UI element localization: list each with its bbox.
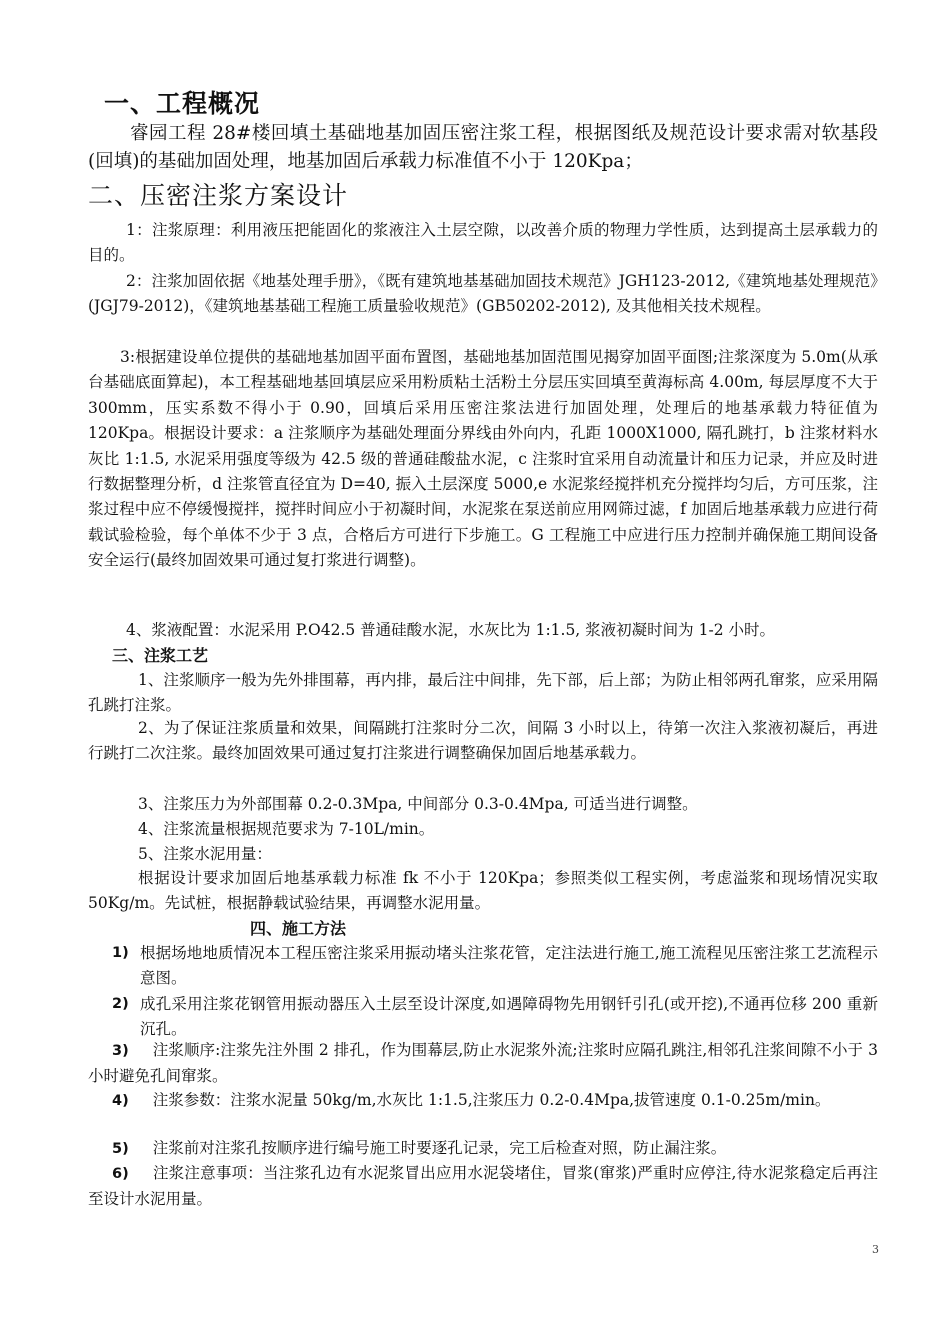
method-item-text: 注浆参数：注浆水泥量 50kg/m,水灰比 1:1.5,注浆压力 0.2-0.4Mpa,拔管速度 0.1-0.25m/min。 — [152, 1091, 831, 1109]
method-item-text: 注浆注意事项：当注浆孔边有水泥浆冒出应用水泥袋堵住，冒浆(窜浆)严重时应停注,待水泥浆稳定后再注至设计水泥用量。 — [88, 1164, 878, 1209]
method-item-number: 3) — [112, 1043, 129, 1059]
method-item-2 — [88, 992, 878, 1043]
process-paragraph-3: 3、注浆压力为外部围幕 0.2-0.3Mpa, 中间部分 0.3-0.4Mpa, 可适当进行调整。 — [138, 795, 698, 813]
process-paragraph-5: 5、注浆水泥用量： — [138, 845, 272, 863]
design-paragraph-3: 3:根据建设单位提供的基础地基加固平面布置图，基础地基加固范围见揭穿加固平面图;注浆深度为 5.0m(从承台基础底面算起)，本工程基础地基回填层应采用粉质粘土活粉土分层压实回填至黄海标高 4.00m, 每层厚度不大于 300mm，压实系数不得小于 0.90，回填后采用压密注浆法进行加固处理，处理后的地基承载力特征值为 120Kpa。根据设计要求：a 注浆顺序为基础处理面分界线由外向内，孔距 1000X1000, 隔孔跳打，b 注浆材料水灰比 1:1.5, 水泥采用强度等级为 42.5 级的普通硅酸盐水泥，c 注浆时宜采用自动流量计和压力记录，并应及时进行数据整理分析，d 注浆管直径宜为 D=40, 振入土层深度 5000,e 水泥浆经搅拌机充分搅拌均匀后，方可压浆，注浆过程中应不停缓慢搅拌，搅拌时间应小于初凝时间，水泥浆在泵送前应用网筛过滤，f 加固后地基承载力应进行荷载试验检验，每个单体不少于 3 点，合格后方可进行下步施工。G 工程施工中应进行压力控制并确保施工期间设备安全运行(最终加固效果可通过复打浆进行调整)。 — [88, 348, 878, 570]
heading-construction-method: 四、施工方法 — [250, 919, 347, 938]
method-item-3 — [88, 1038, 878, 1090]
design-paragraph-1: 1：注浆原理：利用液压把能固化的浆液注入土层空隙，以改善介质的物理力学性质，达到提高土层承载力的目的。 — [88, 221, 878, 265]
method-item-number: 2) — [112, 996, 129, 1012]
process-paragraph-1: 1、注浆顺序一般为先外排围幕，再内排，最后注中间排，先下部，后上部；为防止相邻两孔窜浆，应采用隔孔跳打注浆。 — [88, 671, 878, 715]
method-item-1 — [88, 941, 878, 992]
method-item-text: 注浆前对注浆孔按顺序进行编号施工时要逐孔记录，完工后检查对照，防止漏注浆。 — [152, 1139, 727, 1157]
method-item-text: 注浆顺序:注浆先注外围 2 排孔，作为围幕层,防止水泥浆外流;注浆时应隔孔跳注,相邻孔注浆间隙不小于 3 小时避免孔间窜浆。 — [88, 1041, 878, 1086]
process-paragraph-6: 根据设计要求加固后地基承载力标准 fk 不小于 120Kpa；参照类似工程实例，考虑溢浆和现场情况实取 50Kg/m。先试桩，根据静载试验结果，再调整水泥用量。 — [88, 869, 878, 913]
method-item-number: 1) — [112, 945, 129, 961]
page-number: 3 — [872, 1243, 879, 1256]
process-paragraph-2: 2、为了保证注浆质量和效果，间隔跳打注浆时分二次，间隔 3 小时以上，待第一次注入浆液初凝后，再进行跳打二次注浆。最终加固效果可通过复打注浆进行调整确保加固后地基承载力。 — [88, 719, 878, 763]
heading-grouting-design: 二、压密注浆方案设计 — [88, 181, 349, 210]
method-item-number: 4) — [112, 1093, 129, 1109]
method-item-6 — [88, 1161, 878, 1213]
method-item-number: 5) — [112, 1141, 129, 1157]
heading-grouting-process: 三、注浆工艺 — [112, 646, 209, 665]
method-item-text: 成孔采用注浆花钢管用振动器压入土层至设计深度,如遇障碍物先用钢钎引孔(或开挖),不通再位移 200 重新沉孔。 — [140, 995, 878, 1039]
process-paragraph-4: 4、注浆流量根据规范要求为 7-10L/min。 — [138, 820, 435, 838]
method-item-5 — [88, 1136, 878, 1162]
design-paragraph-4: 4、浆液配置：水泥采用 P.O42.5 普通硅酸水泥，水灰比为 1:1.5, 浆液初凝时间为 1-2 小时。 — [126, 621, 775, 639]
method-item-4 — [88, 1088, 878, 1114]
overview-paragraph: 睿园工程 28#楼回填土基础地基加固压密注浆工程，根据图纸及规范设计要求需对软基段(回填)的基础加固处理，地基加固后承载力标准值不小于 120Kpa； — [88, 123, 878, 172]
heading-project-overview: 一、工程概况 — [104, 89, 261, 118]
method-item-number: 6) — [112, 1166, 129, 1182]
method-item-text: 根据场地地质情况本工程压密注浆采用振动堵头注浆花管，定注法进行施工,施工流程见压密注浆工艺流程示意图。 — [140, 944, 878, 988]
design-paragraph-2: 2：注浆加固依据《地基处理手册》，《既有建筑地基基础加固技术规范》JGH123-2012,《建筑地基处理规范》(JGJ79-2012)，《建筑地基基础工程施工质量验收规范》(GB50202-2012), 及其他相关技术规程。 — [88, 272, 878, 316]
